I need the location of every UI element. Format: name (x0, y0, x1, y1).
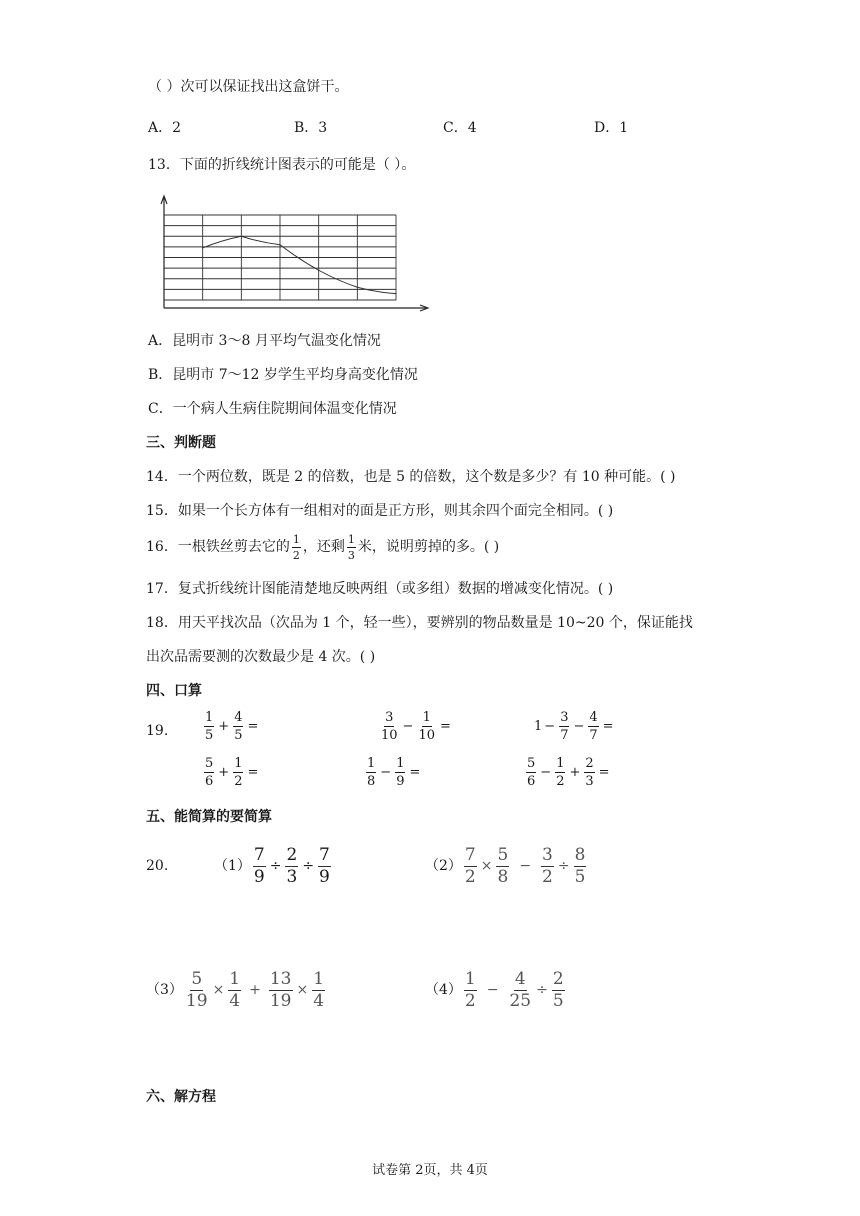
denominator: 6 (205, 774, 214, 789)
numerator: 1 (313, 968, 325, 989)
oral-calc-2 (378, 711, 453, 742)
denominator: 7 (560, 728, 569, 743)
numerator: 5 (497, 844, 509, 865)
equals-sign: = (440, 718, 451, 734)
fraction (464, 968, 477, 1011)
numerator: 5 (527, 756, 536, 771)
q12-option-a: A．2 (148, 120, 182, 136)
simplify-4 (425, 968, 567, 1012)
denominator: 19 (185, 990, 208, 1011)
q18-line2: 出次品需要测的次数最少是 4 次。( ) (146, 649, 376, 665)
numerator: 8 (574, 844, 586, 865)
fraction (417, 711, 436, 742)
data-line (203, 236, 396, 293)
times-sign: × (480, 858, 493, 874)
oral-calc-5 (364, 757, 422, 788)
equals-sign: = (409, 764, 421, 780)
fraction (508, 968, 532, 1011)
fraction (588, 711, 598, 742)
q14: 14．一个两位数，既是 2 的倍数，也是 5 的倍数，这个数是多少？有 10 种可能。( ) (146, 469, 676, 485)
numerator: 1 (464, 968, 476, 989)
chart-axes (161, 196, 428, 311)
numerator: 3 (560, 710, 569, 725)
fraction (233, 711, 243, 742)
data-point (395, 293, 396, 294)
numerator: 1 (234, 756, 243, 771)
denominator: 25 (509, 990, 532, 1011)
section3-heading: 三、判断题 (146, 435, 216, 451)
denominator: 2 (464, 866, 476, 887)
denominator: 3 (286, 866, 298, 887)
denominator: 5 (234, 728, 243, 743)
data-point (279, 244, 280, 245)
fraction (552, 968, 565, 1011)
fraction (366, 757, 376, 788)
q12-option-b: B．3 (294, 120, 328, 136)
numerator: 7 (253, 844, 265, 865)
q16-text-c: 米，说明剪掉的多。( ) (357, 539, 500, 555)
minus-sign: − (486, 982, 499, 998)
numerator: 1 (422, 710, 431, 725)
denominator: 6 (527, 774, 536, 789)
numerator: 1 (367, 756, 376, 771)
denominator: 7 (589, 728, 598, 743)
denominator: 5 (552, 990, 564, 1011)
fraction (233, 757, 243, 788)
fraction (395, 757, 405, 788)
numerator: 2 (552, 968, 564, 989)
fraction (464, 844, 477, 887)
fraction (380, 711, 399, 742)
denominator: 8 (367, 774, 376, 789)
simplify-2 (425, 844, 588, 888)
item-label: （4） (425, 982, 462, 998)
numerator: 7 (319, 844, 330, 865)
plus-sign: + (569, 764, 581, 780)
simplify-3 (146, 968, 327, 1012)
numerator: 13 (269, 968, 292, 989)
minus-sign: − (380, 764, 392, 780)
data-point (318, 270, 319, 271)
item-label: （2） (425, 858, 462, 874)
plus-sign: + (218, 764, 230, 780)
fraction (253, 844, 266, 887)
denominator: 2 (556, 774, 565, 789)
data-point (241, 236, 242, 237)
q13-option-c: C．一个病人生病住院期间体温变化情况 (148, 401, 397, 417)
fraction (496, 844, 509, 887)
divide-sign: ÷ (269, 858, 282, 874)
q12-option-c: C．4 (443, 120, 477, 136)
item-label: （3） (146, 982, 183, 998)
fraction (269, 968, 293, 1011)
q16-text-b: ，还剩 (302, 539, 345, 555)
fraction (204, 757, 214, 788)
denominator: 9 (396, 774, 405, 789)
divide-sign: ÷ (302, 858, 315, 874)
q16-fraction-2 (347, 534, 356, 561)
fraction (285, 844, 298, 887)
simplify-1 (214, 844, 333, 888)
numerator: 4 (234, 710, 243, 725)
equals-sign: = (247, 764, 259, 780)
denominator: 9 (253, 866, 265, 887)
denominator: 5 (205, 728, 214, 743)
minus-sign: − (544, 718, 556, 734)
numerator: 3 (542, 844, 553, 865)
numerator: 7 (464, 844, 476, 865)
numerator: 2 (585, 756, 594, 771)
equals-sign: = (247, 718, 259, 734)
denominator: 2 (234, 774, 243, 789)
q13-option-b: B．昆明市 7～12 岁学生平均身高变化情况 (148, 367, 418, 383)
integer: 1 (534, 718, 543, 734)
numerator: 1 (396, 756, 405, 771)
denominator: 8 (497, 866, 509, 887)
q18-line1: 18．用天平找次品（次品为 1 个，轻一些），要辨别的物品数量是 10~20 个，保证能找 (146, 615, 693, 631)
numerator: 5 (191, 968, 203, 989)
q12-option-d: D．1 (594, 120, 629, 136)
chart-series (202, 236, 397, 295)
numerator: 1 (229, 968, 241, 989)
section4-heading: 四、口算 (146, 683, 202, 699)
divide-sign: ÷ (557, 858, 570, 874)
denominator: 3 (585, 774, 594, 789)
q16-f2-den: 3 (347, 548, 355, 562)
numerator: 4 (514, 968, 526, 989)
q12-stem: （ ）次可以保证找出这盒饼干。 (148, 79, 349, 95)
fraction (228, 968, 241, 1011)
fraction (204, 711, 214, 742)
q16-text-a: 16．一根铁丝剪去它的 (146, 539, 290, 555)
section5-heading: 五、能简算的要简算 (146, 809, 272, 825)
fraction (312, 968, 325, 1011)
fraction (185, 968, 209, 1011)
equals-sign: = (598, 764, 610, 780)
denominator: 4 (229, 990, 241, 1011)
numerator: 2 (286, 844, 298, 865)
data-point (357, 287, 358, 288)
denominator: 10 (381, 728, 398, 743)
equals-sign: = (602, 718, 614, 734)
oral-calc-3 (534, 711, 616, 742)
q19-number: 19. (146, 723, 169, 739)
minus-sign: − (573, 718, 585, 734)
line-chart (150, 192, 435, 320)
item-label: （1） (214, 858, 251, 874)
q16-f1-den: 2 (292, 548, 300, 562)
numerator: 1 (556, 756, 565, 771)
fraction (584, 757, 594, 788)
q20-number: 20. (146, 858, 169, 874)
q13-stem: 13．下面的折线统计图表示的可能是（ ）。 (148, 157, 416, 173)
numerator: 3 (385, 710, 394, 725)
minus-sign: − (402, 718, 414, 734)
fraction (559, 711, 569, 742)
numerator: 5 (205, 756, 214, 771)
fraction (541, 844, 554, 887)
times-sign: × (296, 982, 309, 998)
oral-calc-4 (202, 757, 260, 788)
fraction (555, 757, 565, 788)
denominator: 9 (319, 866, 330, 887)
minus-sign: − (519, 858, 532, 874)
plus-sign: + (218, 718, 230, 734)
denominator: 10 (418, 728, 435, 743)
chart-grid (164, 215, 396, 300)
q16-f1-num: 1 (292, 532, 300, 546)
numerator: 4 (589, 710, 598, 725)
minus-sign: − (540, 764, 552, 780)
oral-calc-1 (202, 711, 260, 742)
times-sign: × (212, 982, 225, 998)
page-footer: 试卷第 2页，共 4页 (372, 1163, 488, 1178)
fraction (318, 844, 331, 887)
section6-heading: 六、解方程 (146, 1089, 216, 1105)
data-point (202, 247, 203, 248)
q15: 15．如果一个长方体有一组相对的面是正方形，则其余四个面完全相同。( ) (146, 503, 614, 519)
denominator: 19 (269, 990, 292, 1011)
denominator: 2 (464, 990, 476, 1011)
plus-sign: + (249, 982, 261, 998)
fraction (574, 844, 587, 887)
denominator: 2 (542, 866, 553, 887)
numerator: 1 (205, 710, 214, 725)
q16 (146, 533, 499, 561)
denominator: 5 (574, 866, 586, 887)
q17: 17．复式折线统计图能清楚地反映两组（或多组）数据的增减变化情况。( ) (146, 581, 614, 597)
q16-fraction-1 (292, 534, 301, 561)
divide-sign: ÷ (536, 982, 548, 998)
denominator: 4 (313, 990, 325, 1011)
fraction (526, 757, 536, 788)
oral-calc-6 (524, 757, 612, 788)
q16-f2-num: 1 (347, 532, 355, 546)
q13-option-a: A．昆明市 3～8 月平均气温变化情况 (148, 333, 381, 349)
